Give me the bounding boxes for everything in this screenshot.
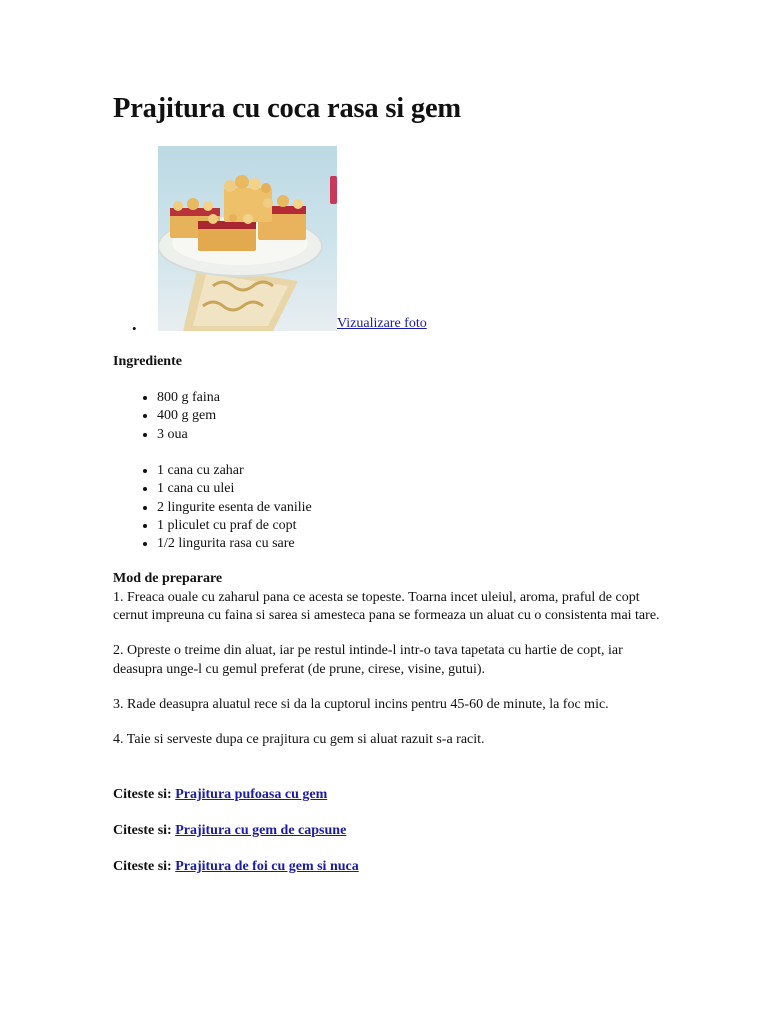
list-item: • 2 lingurite esenta de vanilie <box>157 499 312 517</box>
list-item: • 3 oua <box>157 426 220 444</box>
step-text: 3. Rade deasupra aluatul rece si da la cuptorul incins pentru 45-60 de minute, la foc mic. <box>113 696 609 712</box>
related-prefix: Citeste si: <box>113 823 172 838</box>
related-article-2 <box>113 823 346 839</box>
list-item: • 1 cana cu ulei <box>157 480 312 498</box>
list-item: • 800 g faina <box>157 389 220 407</box>
step-text: 1. Freaca ouale cu zaharul pana ce acesta se topeste. Toarna incet uleiul, aroma, praful de copt cernut impreuna cu faina si sarea si amesteca pana se formeaza un aluat cu o consistenta mai tare. <box>113 590 660 624</box>
related-prefix: Citeste si: <box>113 787 172 802</box>
ingredients-heading: Ingrediente <box>113 354 182 369</box>
photo-row <box>113 146 573 336</box>
preparation-steps <box>113 589 673 766</box>
list-item: • 1 pliculet cu praf de copt <box>157 517 312 535</box>
related-article-1 <box>113 787 327 803</box>
cake-illustration <box>158 146 337 331</box>
photo-bullet: • <box>132 321 137 336</box>
list-item: • 1 cana cu zahar <box>157 462 312 480</box>
related-link[interactable]: Prajitura pufoasa cu gem <box>175 787 328 802</box>
recipe-photo[interactable] <box>158 146 337 331</box>
related-link[interactable]: Prajitura cu gem de capsune <box>175 823 347 838</box>
ingredients-list-1 <box>113 389 220 444</box>
list-item: • 1/2 lingurita rasa cu sare <box>157 535 312 553</box>
page-title: Prajitura cu coca rasa si gem <box>113 93 461 124</box>
step-text: 4. Taie si serveste dupa ce prajitura cu gem si aluat razuit s-a racit. <box>113 732 485 748</box>
step-text: 2. Opreste o treime din aluat, iar pe restul intinde-l intr-o tava tapetata cu hartie de copt, iar deasupra unge-l cu gemul preferat (de prune, cirese, visine, gutui). <box>113 643 623 677</box>
preparation-heading: Mod de preparare <box>113 571 223 586</box>
related-link[interactable]: Prajitura de foi cu gem si nuca <box>175 859 359 874</box>
view-photo-link[interactable]: Vizualizare foto <box>337 316 427 331</box>
list-item: • 400 g gem <box>157 407 220 425</box>
related-prefix: Citeste si: <box>113 859 172 874</box>
ingredients-list-2 <box>113 462 312 553</box>
related-article-3 <box>113 859 359 875</box>
